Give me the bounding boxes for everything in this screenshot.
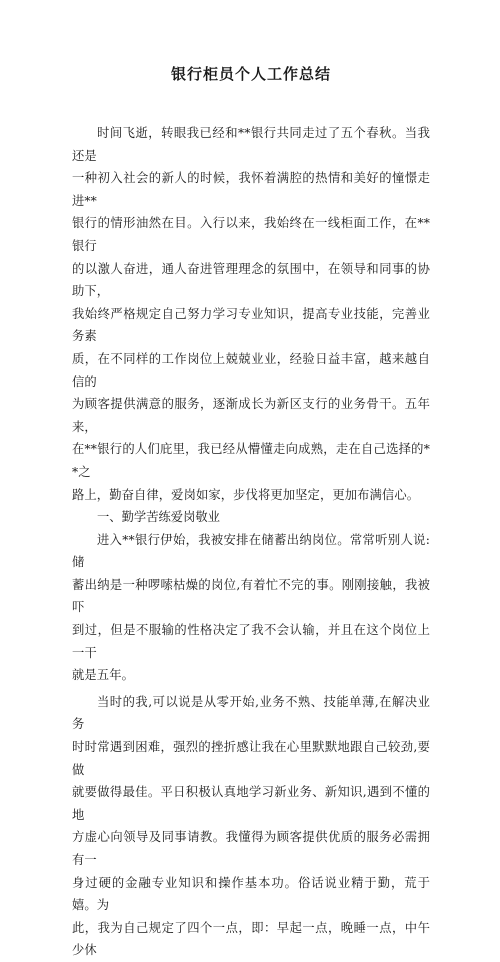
text-line: 就是五年。 (72, 668, 134, 683)
text-line: 为顾客提供满意的服务，逐渐成长为新区支行的业务骨干。五年来， (72, 397, 430, 434)
text-line: 时间飞逝，转眼我已经和**银行共同走过了五个春秋。当我还是 (72, 126, 430, 163)
text-line: 我始终严格规定自己努力学习专业知识，提高专业技能，完善业务素 (72, 306, 430, 344)
text-line: 到过，但是不服输的性格决定了我不会认输，并且在这个岗位上一干 (72, 623, 430, 660)
text-line: 质，在不同样的工作岗位上兢兢业业，经验日益丰富，越来越自信的 (72, 351, 430, 389)
intro-paragraph (72, 122, 430, 506)
paragraph-2 (72, 529, 430, 687)
text-line: 路上，勤奋自律，爱岗如家，步伐将更加坚定，更加布满信心。 (72, 487, 420, 502)
text-line: 一种初入社会的新人的时候，我怀着满腔的热情和美好的憧憬走进** (72, 171, 430, 208)
text-line: 就要做得最佳。平日积极认真地学习新业务、新知识,遇到不懂的地 (72, 785, 430, 822)
text-line: 当时的我,可以说是从零开始,业务不熟、技能单薄,在解决业务 (72, 694, 430, 732)
paragraph-3 (72, 691, 430, 962)
document-title: 银行柜员个人工作总结 (170, 65, 331, 83)
text-line: 进入**银行伊始，我被安排在储蓄出纳岗位。常常听别人说:储 (72, 532, 430, 570)
text-line: 的以激人奋进，通人奋进管理理念的氛围中，在领导和同事的协助下， (72, 261, 430, 299)
text-line: 在**银行的人们庇里，我已经从懵懂走向成熟，走在自己选择的**之 (72, 442, 430, 479)
text-line: 方虚心向领导及同事请教。我懂得为顾客提供优质的服务必需拥有一 (72, 830, 430, 867)
text-line: 此，我为自己规定了四个一点，即：早起一点，晚睡一点，中午少休 (72, 920, 430, 958)
text-line: 蓄出纳是一种啰嗦枯燥的岗位,有着忙不完的事。刚刚接触，我被吓 (72, 577, 430, 615)
section-heading: 一、勤学苦练爱岗敬业 (97, 510, 220, 525)
text-line: 银行的情形油然在目。入行以来，我始终在一线柜面工作，在**银行 (72, 216, 430, 253)
text-line: 身过硬的金融专业知识和操作基本功。俗话说业精于勤，荒于嬉。为 (72, 875, 430, 913)
text-line: 时时常遇到困难，强烈的挫折感让我在心里默默地跟自己较劲,要做 (72, 740, 430, 777)
